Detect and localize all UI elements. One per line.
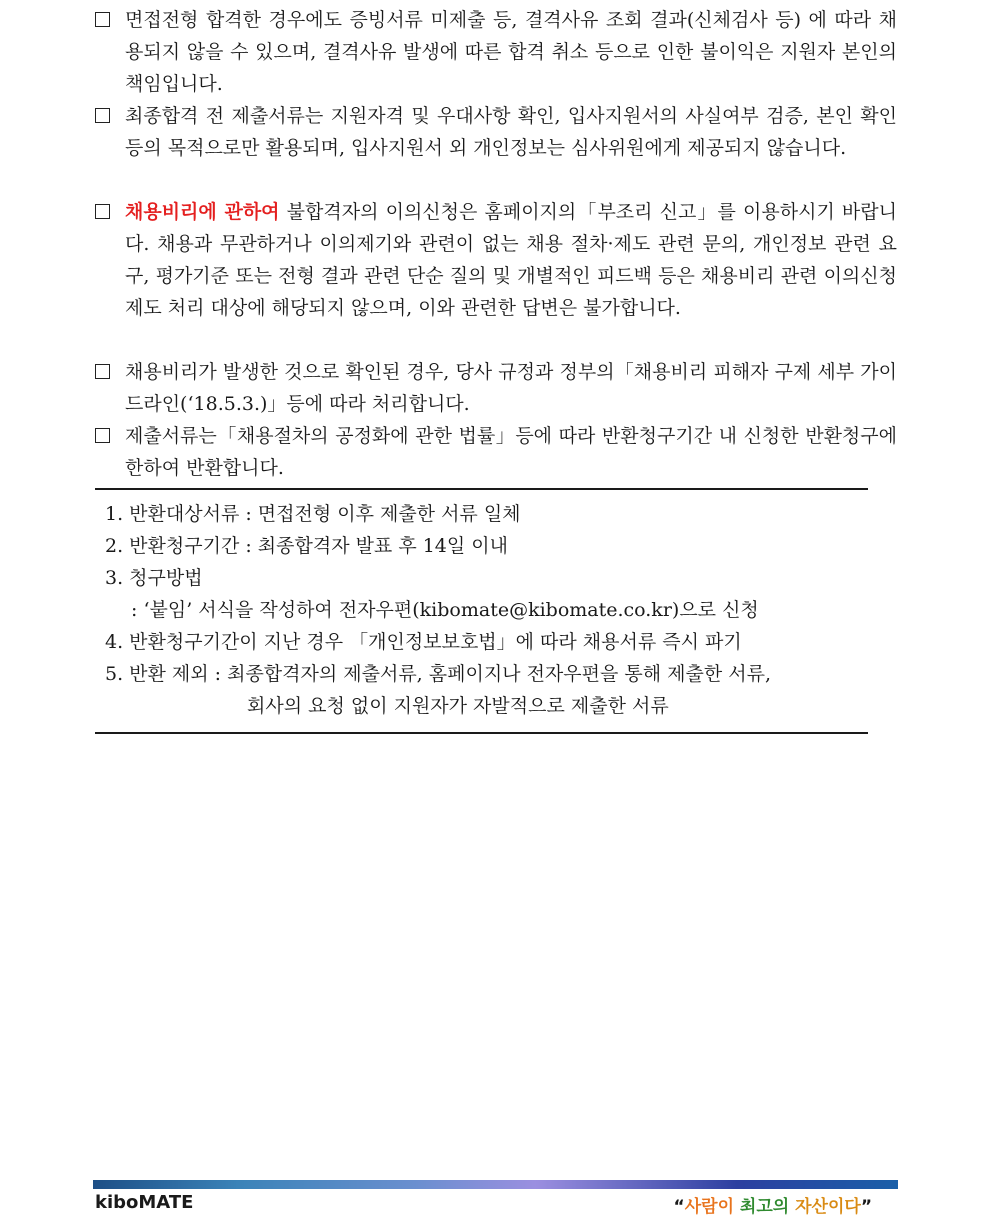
slogan-part-3: 자산이다 <box>795 1197 861 1217</box>
list-item: 4. 반환청구기간이 지난 경우 「개인정보보호법」에 따라 채용서류 즉시 파기 <box>105 631 742 653</box>
return-info-list <box>105 498 885 722</box>
quote-open: “ <box>673 1197 685 1217</box>
list-item-continuation: 회사의 요청 없이 지원자가 자발적으로 제출한 서류 <box>247 695 669 717</box>
checkbox-square-icon <box>95 428 110 443</box>
notice-item <box>95 4 897 100</box>
notice-text: 최종합격 전 제출서류는 지원자격 및 우대사항 확인, 입사지원서의 사실여부 검증, 본인 확인 등의 목적으로만 활용되며, 입사지원서 외 개인정보는 심사위원에게 제공되지 않습니다. <box>125 105 897 159</box>
notice-item <box>95 356 897 420</box>
notice-text: 면접전형 합격한 경우에도 증빙서류 미제출 등, 결격사유 조회 결과(신체검사 등) 에 따라 채용되지 않을 수 있으며, 결격사유 발생에 따른 합격 취소 등으로 인한 불이익은 지원자 본인의 책임입니다. <box>125 9 897 95</box>
list-item: 2. 반환청구기간 : 최종합격자 발표 후 14일 이내 <box>105 535 509 557</box>
list-item: 1. 반환대상서류 : 면접전형 이후 제출한 서류 일체 <box>105 503 521 525</box>
footer-gradient-bar <box>93 1180 898 1189</box>
notice-text-block <box>125 196 897 324</box>
slogan <box>674 1192 872 1217</box>
divider-bottom <box>95 732 868 734</box>
checkbox-square-icon <box>95 364 110 379</box>
slogan-part-1: 사람이 <box>684 1197 740 1217</box>
divider-top <box>95 488 868 490</box>
notice-text: 채용비리가 발생한 것으로 확인된 경우, 당사 규정과 정부의「채용비리 피해자 구제 세부 가이드라인(‘18.5.3.)」등에 따라 처리합니다. <box>125 361 897 415</box>
notice-text: 불합격자의 이의신청은 홈페이지의「부조리 신고」를 이용하시기 바랍니다. 채용과 무관하거나 이의제기와 관련이 없는 채용 절차·제도 관련 문의, 개인정보 관련 요구, 평가기준 또는 전형 결과 관련 단순 질의 및 개별적인 피드백 등은 채용비리 관련 이의신청제도 처리 대상에 해당되지 않으며, 이와 관련한 답변은 불가합니다. <box>125 201 897 319</box>
brand-logo-text: kiboMATE <box>95 1192 194 1213</box>
notice-item <box>95 420 897 484</box>
checkbox-square-icon <box>95 12 110 27</box>
list-item: 3. 청구방법 <box>105 567 203 589</box>
notice-text: 제출서류는「채용절차의 공정화에 관한 법률」등에 따라 반환청구기간 내 신청한 반환청구에 한하여 반환합니다. <box>125 425 897 479</box>
slogan-part-2: 최고의 <box>739 1197 796 1217</box>
quote-close: ” <box>860 1197 872 1217</box>
checkbox-square-icon <box>95 204 110 219</box>
highlight-text: 채용비리에 관하여 <box>125 201 280 223</box>
notice-item <box>95 196 897 324</box>
checkbox-square-icon <box>95 108 110 123</box>
notice-item <box>95 100 897 164</box>
list-item: 5. 반환 제외 : 최종합격자의 제출서류, 홈페이지나 전자우편을 통해 제출한 서류, <box>105 663 771 685</box>
list-item-detail: : ‘붙임’ 서식을 작성하여 전자우편(kibomate@kibomate.co.kr)으로 신청 <box>131 599 759 621</box>
